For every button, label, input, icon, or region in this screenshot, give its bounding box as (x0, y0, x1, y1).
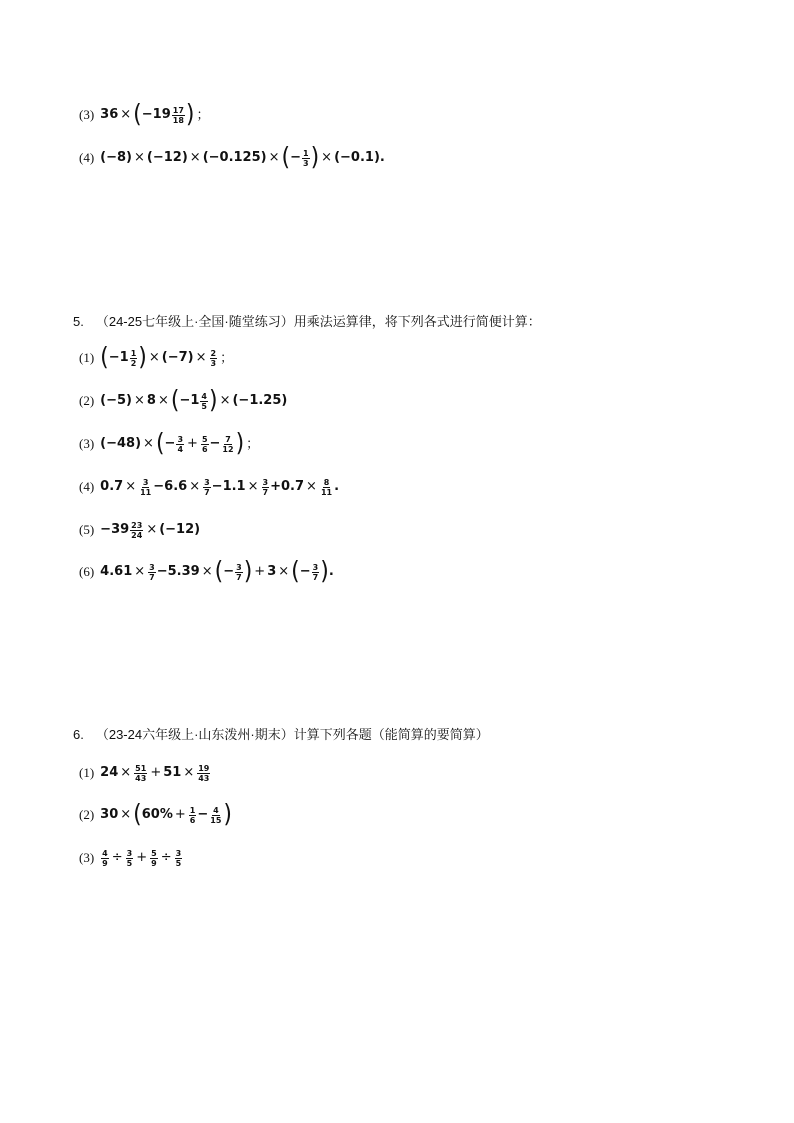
problem-5-heading: 5. （24-25七年级上·全国·随堂练习）用乘法运算律，将下列各式进行简便计算： (73, 314, 541, 329)
p4-item-3 (79, 100, 210, 129)
item-label: (3) (79, 107, 95, 122)
expression: 0.7 × $\frac{3}{11}$ − 6.6 × $\frac{3}{7}$ − 1.1 × $\frac{3}{7}$ + 0.7 × $\frac{8}{11}$ . (100, 477, 340, 497)
p5-item-1: (1) ( − 1 $\frac{1}{2}$ ) × (−7) × $\frac{2}{3}$ ； (79, 343, 234, 372)
expression: (−5) × 8 × ( − 1 $\frac{4}{5}$ ) × (−1.25) (100, 386, 288, 415)
item-label: (4) (79, 150, 95, 165)
expression: 30 × ( 60% + $\frac{1}{6}$ − $\frac{4}{15}$ ) (100, 800, 233, 829)
p5-item-3: (3) (−48) × ( − $\frac{3}{4}$ + $\frac{5}{6}$ − $\frac{7}{12}$ ) ； (79, 429, 260, 458)
p5-item-5: (5) − 39 $\frac{23}{24}$ × (−12) (79, 520, 201, 540)
expression: (−8) × (−12) × (−0.125) × ( − $\frac{1}{3}$ ) × (−0.1) . (100, 143, 385, 172)
expression: 4.61 × $\frac{3}{7}$ − 5.39 × ( − $\frac{3}{7}$ ) + 3 × ( − $\frac{3}{7}$ ) . (100, 557, 334, 586)
expression: (−48) × ( − $\frac{3}{4}$ + $\frac{5}{6}$ − $\frac{7}{12}$ ) ； (100, 429, 260, 458)
expression: 36 × ( − 19 $\frac{17}{18}$ ) ； (100, 100, 210, 129)
problem-6-heading: 6. （23-24六年级上·山东泼州·期末）计算下列各题（能简算的要简算） (73, 727, 489, 742)
expression: $\frac{4}{9}$ ÷ $\frac{3}{5}$ + $\frac{5}{9}$ ÷ $\frac{3}{5}$ (102, 848, 182, 868)
p4-item-4 (79, 143, 385, 172)
p6-item-2: (2) 30 × ( 60% + $\frac{1}{6}$ − $\frac{4}{15}$ ) (79, 800, 233, 829)
p5-item-2: (2) (−5) × 8 × ( − 1 $\frac{4}{5}$ ) × (−1.25) (79, 386, 288, 415)
expression: 24 × $\frac{51}{43}$ + 51 × $\frac{19}{43}$ (100, 763, 210, 783)
p6-item-1: (1) 24 × $\frac{51}{43}$ + 51 × $\frac{19}{43}$ (79, 763, 210, 783)
expression: − 39 $\frac{23}{24}$ × (−12) (100, 520, 201, 540)
p5-item-4: (4) 0.7 × $\frac{3}{11}$ − 6.6 × $\frac{3}{7}$ − 1.1 × $\frac{3}{7}$ + 0.7 × $\frac{8}{11}$ . (79, 477, 340, 497)
p5-item-6: (6) 4.61 × $\frac{3}{7}$ − 5.39 × ( − $\frac{3}{7}$ ) + 3 × ( − $\frac{3}{7}$ ) . (79, 557, 334, 586)
expression: ( − 1 $\frac{1}{2}$ ) × (−7) × $\frac{2}{3}$ ； (100, 343, 234, 372)
p6-item-3: (3) $\frac{4}{9}$ ÷ $\frac{3}{5}$ + $\frac{5}{9}$ ÷ $\frac{3}{5}$ (79, 848, 182, 868)
